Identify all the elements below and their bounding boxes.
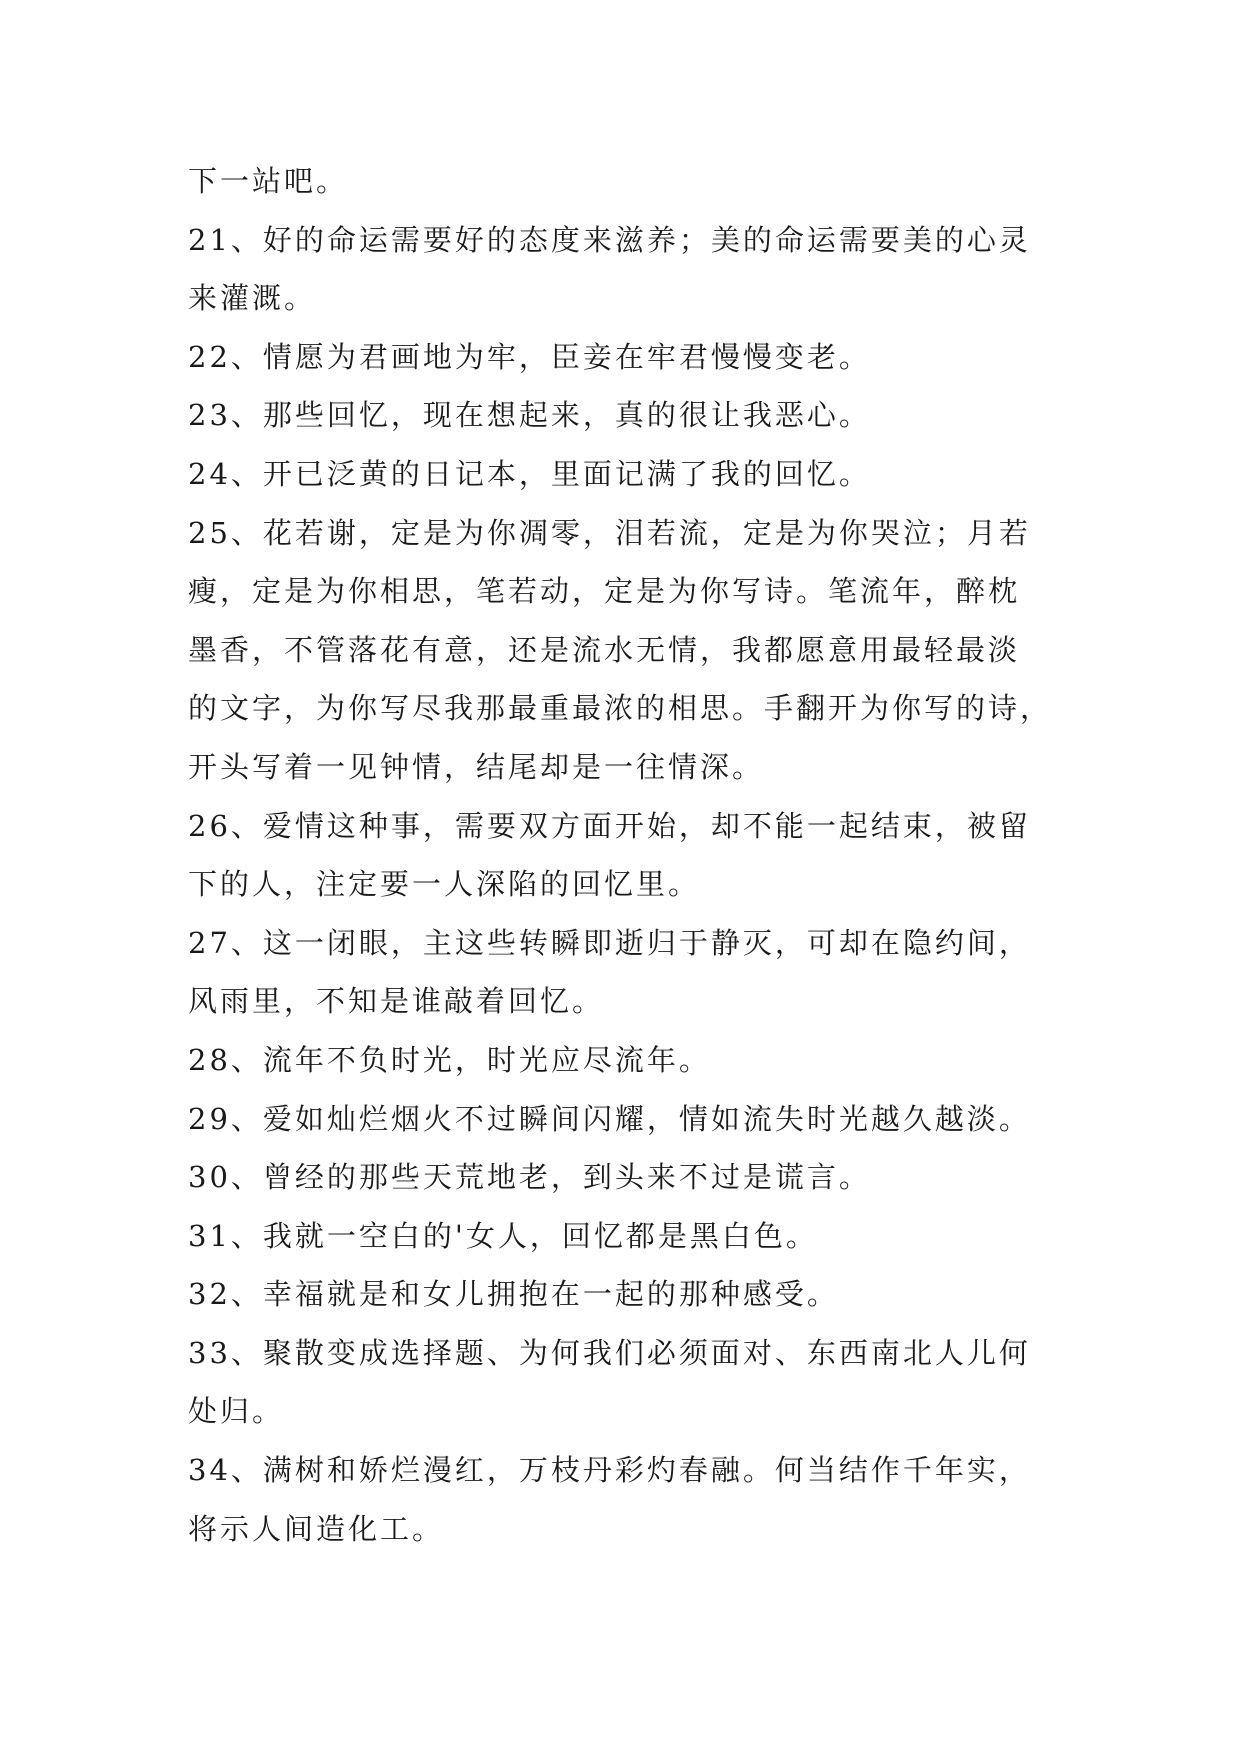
- text-line: 27、这一闭眼，主这些转瞬即逝归于静灭，可却在隐约间，: [188, 925, 1031, 960]
- text-line: 瘦，定是为你相思，笔若动，定是为你写诗。笔流年，醉枕: [188, 574, 1021, 609]
- text-line: 24、开已泛黄的日记本，里面记满了我的回忆。: [188, 456, 871, 491]
- text-line: 下的人，注定要一人深陷的回忆里。: [188, 867, 701, 902]
- text-line: 墨香，不管落花有意，还是流水无情，我都愿意用最轻最淡: [188, 632, 1021, 667]
- text-line: 处归。: [188, 1394, 285, 1429]
- text-line: 31、我就一空白的'女人，回忆都是黑白色。: [188, 1218, 818, 1253]
- text-line: 34、满树和娇烂漫红，万枝丹彩灼春融。何当结作千年实，: [188, 1453, 1031, 1488]
- text-line: 将示人间造化工。: [188, 1511, 445, 1546]
- text-line: 28、流年不负时光，时光应尽流年。: [188, 1042, 711, 1077]
- text-line: 21、好的命运需要好的态度来滋养；美的命运需要美的心灵: [188, 222, 1031, 257]
- text-line: 32、幸福就是和女儿拥抱在一起的那种感受。: [188, 1277, 839, 1312]
- text-line: 下一站吧。: [188, 164, 349, 198]
- text-line: 的文字，为你写尽我那最重最浓的相思。手翻开为你写的诗，: [188, 691, 1053, 726]
- text-line: 30、曾经的那些天荒地老，到头来不过是谎言。: [188, 1160, 871, 1195]
- text-line: 29、爱如灿烂烟火不过瞬间闪耀，情如流失时光越久越淡。: [188, 1101, 1031, 1136]
- text-line: 开头写着一见钟情，结尾却是一往情深。: [188, 749, 765, 784]
- text-line: 23、那些回忆，现在想起来，真的很让我恶心。: [188, 398, 871, 433]
- text-line: 33、聚散变成选择题、为何我们必须面对、东西南北人儿何: [188, 1335, 1031, 1370]
- text-line: 26、爱情这种事，需要双方面开始，却不能一起结束，被留: [188, 808, 1031, 843]
- text-line: 来灌溉。: [188, 281, 317, 316]
- document-body: [188, 152, 1068, 1558]
- text-line: 风雨里，不知是谁敲着回忆。: [188, 984, 605, 1019]
- text-line: 25、花若谢，定是为你凋零，泪若流，定是为你哭泣；月若: [188, 515, 1031, 550]
- text-line: 22、情愿为君画地为牢，臣妾在牢君慢慢变老。: [188, 339, 871, 374]
